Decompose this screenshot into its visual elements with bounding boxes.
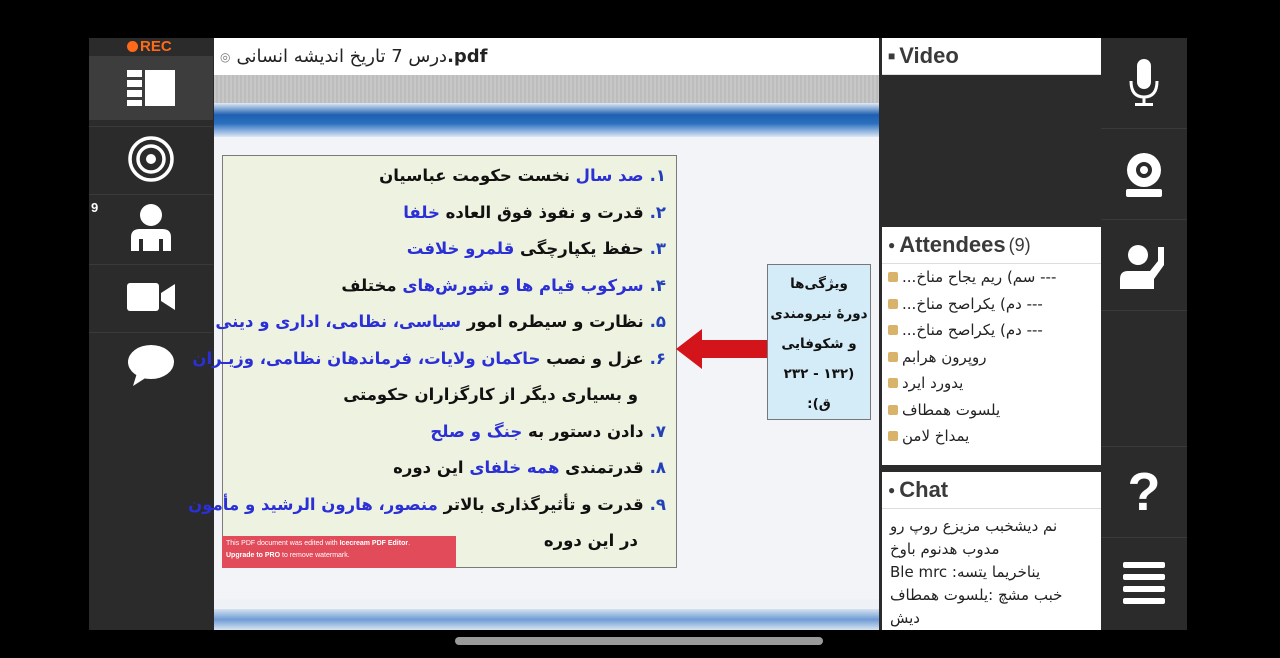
attendee-lock-icon (888, 405, 898, 415)
highlighted-text: سرکوب قیام ها و شورش‌های (402, 275, 644, 295)
chat-messages[interactable] (882, 509, 1101, 636)
list-item-number: ۴. (649, 275, 666, 295)
chat-message-line: مدوب هدنوم باوخ (890, 540, 1000, 558)
chat-bubble-icon (127, 343, 175, 387)
document-viewer[interactable] (188, 38, 879, 630)
left-toolbar (89, 38, 213, 630)
list-text: این دوره (393, 458, 470, 477)
attendees-button[interactable] (89, 194, 213, 259)
meeting-app (89, 38, 1187, 630)
slide-list-item (192, 349, 666, 368)
chat-message-line: خبب مشچ :يلسوت همطاف (890, 586, 1063, 604)
slide-list-item (430, 422, 666, 441)
slide-list-item (215, 312, 666, 331)
document-title-bar (214, 38, 879, 75)
list-text: قدرت و تأثیرگذاری بالاتر (437, 494, 644, 514)
list-text: عزل و نصب (540, 348, 644, 368)
slide-list-item (403, 203, 666, 222)
list-item-number: ۵. (649, 312, 666, 331)
video-small-icon: ■ (888, 49, 896, 63)
attendee-item[interactable] (882, 344, 1101, 371)
attendee-item[interactable] (882, 370, 1101, 397)
layout-button[interactable] (89, 56, 213, 120)
list-item-number: ۸. (649, 458, 666, 477)
attendees-panel: ● Attendees (9) ...سم) ريم يجاح مناخ --- ...دم) يكراصح مناخ --- ...دم) يكراصح مناخ --- روپرون هرابم يدورد ايرد يلسوت همطاف يمداخ لامن (882, 227, 1101, 465)
list-item-number: ۶. (649, 348, 666, 368)
pdf-watermark: This PDF document was edited with Icecream PDF Editor. Upgrade to PRO to remove watermark. (222, 536, 456, 568)
video-button[interactable] (89, 264, 213, 329)
attendee-item[interactable] (882, 264, 1101, 291)
list-text: و بسیاری دیگر از کارگزاران حکومتی (343, 385, 638, 404)
slide-list-box (188, 155, 677, 568)
attendee-lock-icon (888, 431, 898, 441)
document-options-icon[interactable]: ◎ (220, 49, 231, 64)
highlighted-text: خلفا (403, 202, 440, 222)
list-text: مختلف (341, 275, 403, 295)
list-item-number: ۲. (649, 202, 666, 222)
attendee-item[interactable] (882, 423, 1101, 450)
highlighted-text: صد سال (575, 166, 644, 185)
webcam-button[interactable] (1101, 129, 1187, 220)
chat-message-line: Ble mrc :يناخريما يتسه (890, 563, 1041, 581)
attendee-name: ...دم) يكراصح مناخ --- (902, 294, 1043, 313)
slide-list-item (379, 166, 666, 185)
recording-indicator: REC (127, 38, 172, 55)
layout-icon (127, 70, 175, 106)
document-title: درس 7 تاریخ اندیشه انسانی.pdf (236, 46, 488, 67)
list-text: قدرت و نفوذ فوق العاده (439, 202, 644, 222)
attendee-item[interactable] (882, 397, 1101, 424)
highlighted-text: جنگ و صلح (430, 421, 523, 441)
list-text: نظارت و سیطره امور (461, 312, 644, 331)
list-text: حفظ یکپارچگی (514, 239, 644, 258)
list-text: در این دوره (543, 531, 638, 550)
webcam-icon (1122, 151, 1166, 197)
highlighted-text: حاکمان ولایات، فرماندهان نظامی، وزیـران (192, 348, 541, 368)
slide-list-item (544, 531, 638, 550)
attendee-name: ...سم) ريم يجاح مناخ --- (902, 268, 1057, 287)
slide-blue-band (214, 103, 879, 137)
attendee-name: يمداخ لامن (902, 427, 970, 446)
arrow-left-icon (676, 329, 768, 369)
attendee-lock-icon (888, 378, 898, 388)
slide-bottom-band (214, 609, 879, 630)
slide-list-item (188, 495, 666, 514)
microphone-icon (1129, 59, 1159, 107)
list-item-number: ۳. (649, 239, 666, 258)
attendee-lock-icon (888, 272, 898, 282)
camera-icon (127, 282, 175, 312)
highlighted-text: منصور، هارون الرشید و مأمون (188, 494, 438, 514)
presentation-slide (188, 75, 879, 630)
microphone-button[interactable] (1101, 38, 1187, 129)
highlighted-text: سیاسی، نظامی، اداری و دینی (215, 312, 462, 331)
attendee-name: ...دم) يكراصح مناخ --- (902, 321, 1043, 340)
slide-top-band (214, 75, 879, 103)
slide-list-item (341, 276, 666, 295)
video-panel-header: ■ Video (882, 38, 1101, 75)
menu-button[interactable] (1101, 538, 1187, 628)
attendee-name: يدورد ايرد (902, 374, 964, 393)
record-dot-icon (127, 41, 138, 52)
attendee-name: يلسوت همطاف (902, 400, 1001, 419)
slide-list-item (343, 385, 638, 404)
chat-small-icon: ● (888, 483, 896, 497)
highlighted-text: همه خلفای (469, 458, 560, 477)
help-icon: ? (1127, 462, 1161, 522)
hamburger-menu-icon (1123, 562, 1165, 604)
participants-count-badge: 9 (91, 200, 99, 215)
list-text: دادن دستور به (522, 421, 644, 441)
list-text: قدرتمندی (559, 458, 644, 477)
home-indicator[interactable] (455, 637, 823, 645)
attendee-lock-icon (888, 352, 898, 362)
broadcast-button[interactable] (89, 126, 213, 191)
attendee-item[interactable] (882, 317, 1101, 344)
attendee-item[interactable] (882, 291, 1101, 318)
raise-hand-button[interactable] (1101, 220, 1187, 311)
list-item-number: ۷. (649, 421, 666, 441)
person-icon (128, 203, 174, 251)
features-box: ویژگی‌ها دورۀ نیرومندی و شکوفایی (۱۳۲ - ۲۳۲ ق): (767, 264, 871, 420)
attendee-name: روپرون هرابم (902, 347, 987, 366)
list-item-number: ۱. (649, 166, 666, 185)
right-toolbar (1101, 38, 1187, 630)
attendee-lock-icon (888, 299, 898, 309)
list-item-number: ۹. (649, 494, 666, 514)
slide-bottom-spacer (214, 599, 879, 609)
help-button[interactable] (1101, 446, 1187, 538)
slide-list-item (407, 239, 666, 258)
chat-panel: ● Chat نم دیشخبب مزیزع روپ رو مدوب هدنوم باوخ Ble mrc :يناخريما يتسه خبب مشچ :يلسوت همطاف دیش (882, 472, 1101, 630)
attendees-list[interactable] (882, 264, 1101, 450)
list-text: نخست حکومت عباسیان (379, 166, 576, 185)
slide-list-item (393, 458, 666, 477)
raise-hand-icon (1120, 241, 1168, 289)
chat-message-line: نم دیشخبب مزیزع روپ رو (890, 517, 1058, 535)
attendee-lock-icon (888, 325, 898, 335)
chat-message-line: دیش (890, 609, 920, 627)
highlighted-text: قلمرو خلافت (406, 239, 515, 258)
target-icon (128, 136, 174, 182)
video-area (882, 76, 1101, 221)
people-small-icon: ● (888, 238, 896, 252)
